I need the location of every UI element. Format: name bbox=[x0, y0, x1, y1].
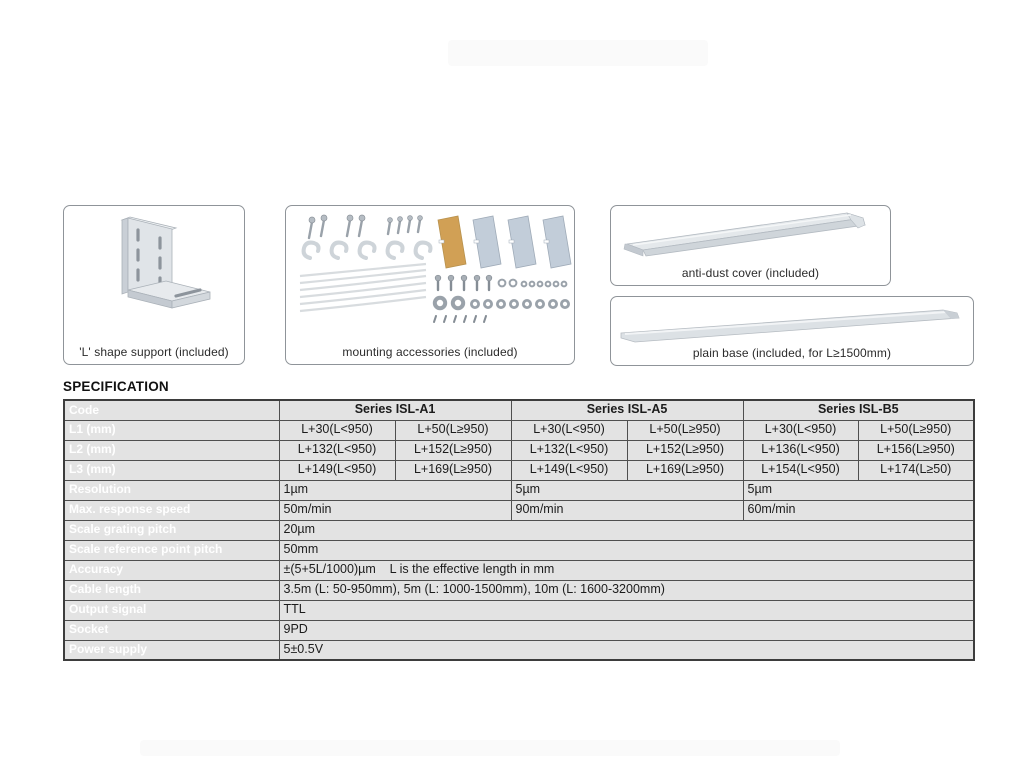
spec-cell: 50m/min bbox=[279, 500, 511, 520]
series-header-isl-b5: Series ISL-B5 bbox=[743, 400, 974, 420]
row-label-scale-reference-point-pitch: Scale reference point pitch bbox=[64, 540, 279, 560]
watermark-artifact bbox=[448, 40, 708, 66]
spec-cell: L+30(L<950) bbox=[743, 420, 858, 440]
spec-cell: L+30(L<950) bbox=[511, 420, 627, 440]
row-label-output-signal: Output signal bbox=[64, 600, 279, 620]
spec-cell: L+136(L<950) bbox=[743, 440, 858, 460]
table-row-code bbox=[64, 400, 974, 420]
table-row-scale-reference-point-pitch bbox=[64, 540, 974, 560]
figure-caption-mounting: mounting accessories (included) bbox=[342, 345, 518, 359]
table-row-power-supply bbox=[64, 640, 974, 660]
row-label-l1: L1 (mm) bbox=[64, 420, 279, 440]
table-row-output-signal bbox=[64, 600, 974, 620]
spec-cell: L+169(L≥950) bbox=[627, 460, 743, 480]
page-title: SPECIFICATION bbox=[63, 379, 169, 394]
spec-cell: 50mm bbox=[279, 540, 974, 560]
figure-plain-base bbox=[610, 296, 974, 366]
spec-cell: L+132(L<950) bbox=[511, 440, 627, 460]
spec-cell: TTL bbox=[279, 600, 974, 620]
spec-cell: L+169(L≥950) bbox=[395, 460, 511, 480]
spec-cell: L+50(L≥950) bbox=[858, 420, 974, 440]
spec-cell: 1µm bbox=[279, 480, 511, 500]
table-row-scale-grating-pitch bbox=[64, 520, 974, 540]
watermark-artifact bbox=[140, 740, 840, 756]
spec-cell: L+149(L<950) bbox=[279, 460, 395, 480]
spec-cell: ±(5+5L/1000)µm L is the effective length in mm bbox=[279, 560, 974, 580]
plain-base-image bbox=[611, 297, 973, 347]
row-label-power-supply: Power supply bbox=[64, 640, 279, 660]
series-header-isl-a1: Series ISL-A1 bbox=[279, 400, 511, 420]
spec-cell: 90m/min bbox=[511, 500, 743, 520]
row-label-scale-grating-pitch: Scale grating pitch bbox=[64, 520, 279, 540]
row-label-code: Code bbox=[64, 400, 279, 420]
spec-cell: L+30(L<950) bbox=[279, 420, 395, 440]
spec-cell: 5µm bbox=[743, 480, 974, 500]
table-row-socket bbox=[64, 620, 974, 640]
table-row-max-response-speed bbox=[64, 500, 974, 520]
row-label-resolution: Resolution bbox=[64, 480, 279, 500]
spec-cell: 9PD bbox=[279, 620, 974, 640]
spec-cell: L+152(L≥950) bbox=[395, 440, 511, 460]
figure-mounting-accessories bbox=[285, 205, 575, 365]
figure-caption-plain-base: plain base (included, for L≥1500mm) bbox=[692, 346, 892, 360]
spec-cell: L+152(L≥950) bbox=[627, 440, 743, 460]
figure-anti-dust-cover bbox=[610, 205, 891, 286]
l-shape-support-image bbox=[64, 206, 244, 338]
specification-table bbox=[63, 399, 975, 661]
row-label-cable-length: Cable length bbox=[64, 580, 279, 600]
spec-cell: L+156(L≥950) bbox=[858, 440, 974, 460]
anti-dust-cover-image bbox=[611, 206, 890, 264]
spec-cell: 5±0.5V bbox=[279, 640, 974, 660]
figure-caption-l-shape: 'L' shape support (included) bbox=[79, 345, 229, 359]
figure-l-shape-support bbox=[63, 205, 245, 365]
table-row-cable-length bbox=[64, 580, 974, 600]
row-label-l2: L2 (mm) bbox=[64, 440, 279, 460]
table-row-resolution bbox=[64, 480, 974, 500]
table-row-l2 bbox=[64, 440, 974, 460]
spec-cell: L+50(L≥950) bbox=[395, 420, 511, 440]
table-row-l3 bbox=[64, 460, 974, 480]
table-row-accuracy bbox=[64, 560, 974, 580]
spec-cell: 3.5m (L: 50-950mm), 5m (L: 1000-1500mm), 10m (L: 1600-3200mm) bbox=[279, 580, 974, 600]
spec-cell: L+174(L≥50) bbox=[858, 460, 974, 480]
spec-cell: 20µm bbox=[279, 520, 974, 540]
mounting-accessories-image bbox=[286, 206, 574, 338]
series-header-isl-a5: Series ISL-A5 bbox=[511, 400, 743, 420]
row-label-l3: L3 (mm) bbox=[64, 460, 279, 480]
figure-caption-anti-dust: anti-dust cover (included) bbox=[681, 266, 820, 280]
spec-cell: 60m/min bbox=[743, 500, 974, 520]
spec-cell: L+50(L≥950) bbox=[627, 420, 743, 440]
spec-cell: L+154(L<950) bbox=[743, 460, 858, 480]
spec-cell: L+149(L<950) bbox=[511, 460, 627, 480]
spec-cell: L+132(L<950) bbox=[279, 440, 395, 460]
row-label-accuracy: Accuracy bbox=[64, 560, 279, 580]
table-row-l1 bbox=[64, 420, 974, 440]
row-label-socket: Socket bbox=[64, 620, 279, 640]
spec-cell: 5µm bbox=[511, 480, 743, 500]
row-label-max-response-speed: Max. response speed bbox=[64, 500, 279, 520]
